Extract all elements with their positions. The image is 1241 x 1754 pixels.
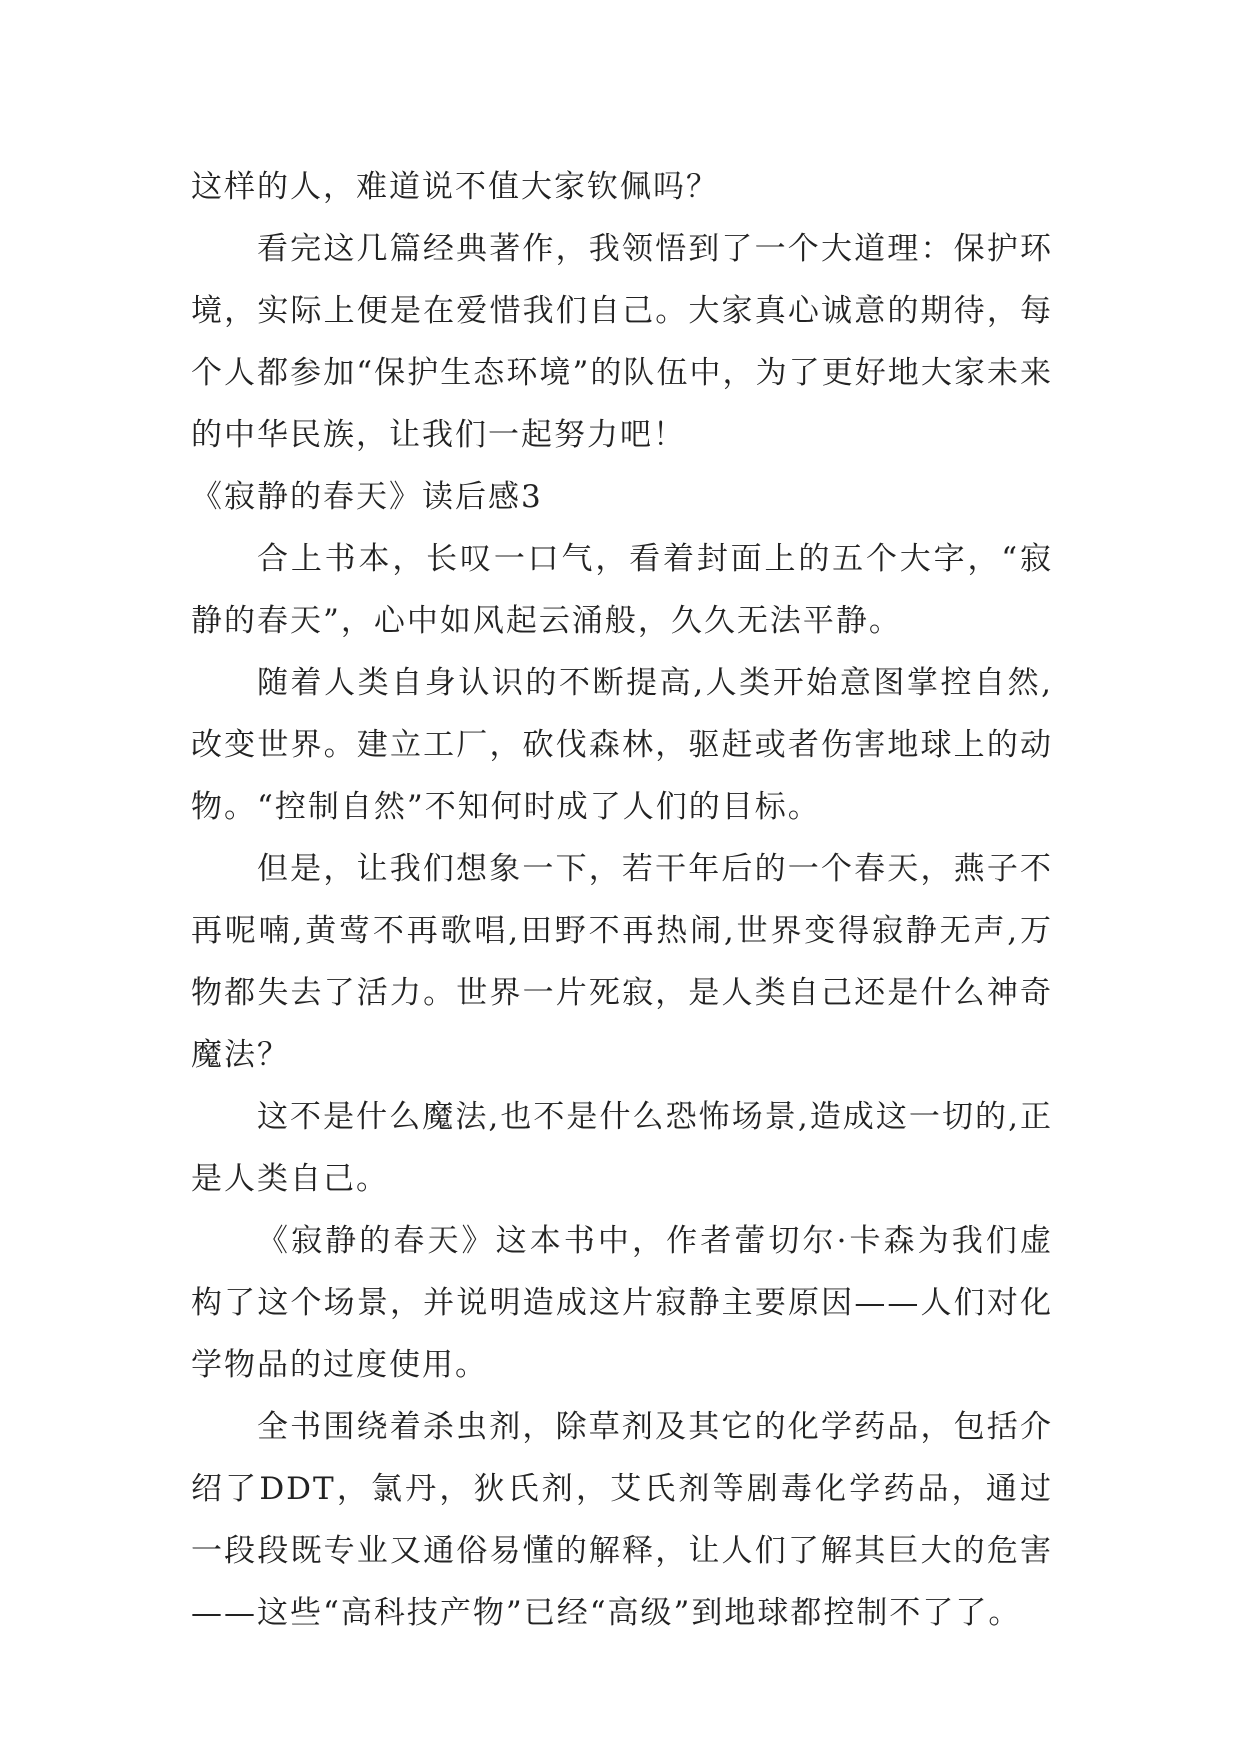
paragraph: 随着人类自身认识的不断提高,人类开始意图掌控自然,改变世界。建立工厂，砍伐森林，驱赶或者伤害地球上的动物。“控制自然”不知何时成了人们的目标。 (191, 665, 1053, 825)
section-heading: 《寂静的春天》读后感3 (191, 479, 543, 515)
document-body (191, 156, 1053, 1644)
paragraph: 这不是什么魔法,也不是什么恐怖场景,造成这一切的,正是人类自己。 (191, 1099, 1053, 1197)
paragraph: 《寂静的春天》这本书中，作者蕾切尔·卡森为我们虚构了这个场景，并说明造成这片寂静主要原因——人们对化学物品的过度使用。 (191, 1223, 1053, 1383)
paragraph: 但是，让我们想象一下，若干年后的一个春天，燕子不再呢喃,黄莺不再歌唱,田野不再热闹,世界变得寂静无声,万物都失去了活力。世界一片死寂，是人类自己还是什么神奇魔法？ (191, 851, 1053, 1073)
paragraph-continuation: 这样的人，难道说不值大家钦佩吗？ (191, 169, 719, 205)
paragraph-conclusion: 看完这几篇经典著作，我领悟到了一个大道理：保护环境，实际上便是在爱惜我们自己。大家真心诚意的期待，每个人都参加“保护生态环境”的队伍中，为了更好地大家未来的中华民族，让我们一起努力吧！ (191, 231, 1053, 453)
paragraph: 合上书本，长叹一口气，看着封面上的五个大字，“寂静的春天”，心中如风起云涌般，久久无法平静。 (191, 541, 1053, 639)
paragraph: 全书围绕着杀虫剂，除草剂及其它的化学药品，包括介绍了DDT，氯丹，狄氏剂，艾氏剂等剧毒化学药品，通过一段段既专业又通俗易懂的解释，让人们了解其巨大的危害——这些“高科技产物”已经“高级”到地球都控制不了了。 (191, 1409, 1053, 1631)
